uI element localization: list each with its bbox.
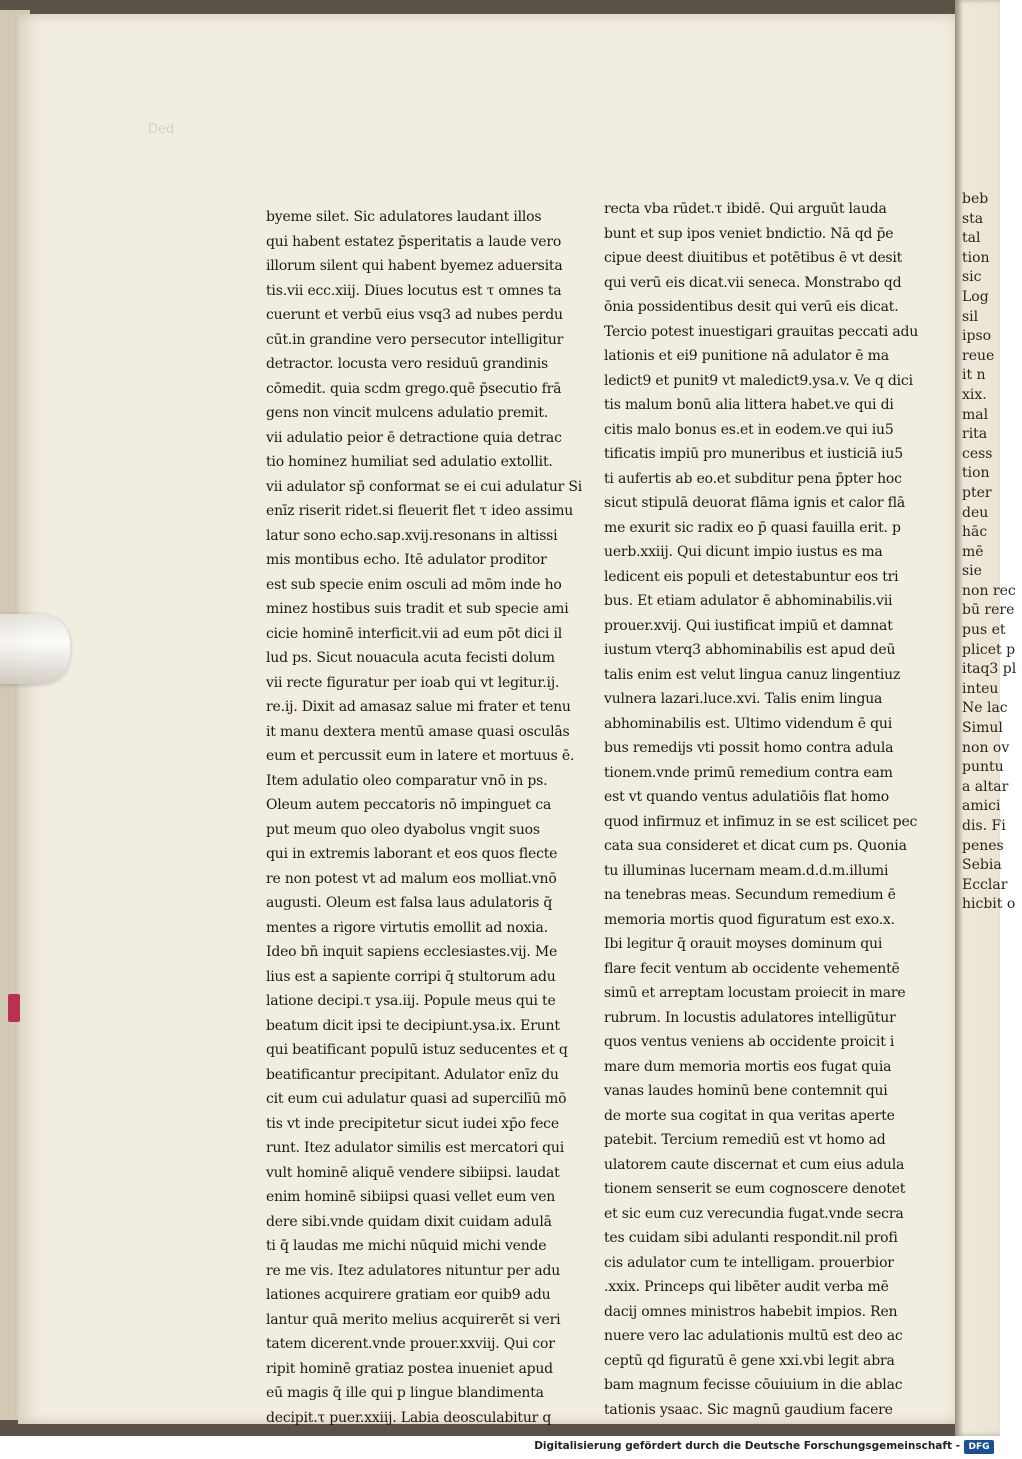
text-line: tion	[962, 249, 990, 266]
text-line: sicut stipulā deuorat flāma ignis et calor flā	[604, 495, 905, 511]
text-line: vii recte figuratur per ioab qui vt legitur.ij.	[266, 674, 560, 691]
text-line: recta vba rūdet.τ ibidē. Qui arguūt lauda	[604, 201, 887, 217]
text-line: tationis ysaac. Sic magnū gaudium facere	[604, 1401, 893, 1418]
text-line: prouer.xvij. Qui iustificat impiū et damnat	[604, 617, 893, 634]
text-line: tionem.vnde primū remedium contra eam	[604, 764, 893, 781]
margin-pencil-note: Ded	[148, 122, 175, 137]
text-line: plicet p	[962, 641, 1016, 658]
text-line: reue	[962, 347, 995, 364]
text-line: eum et percussit eum in latere et mortuus ē.	[266, 748, 575, 764]
text-line: bunt et sup ipos veniet bndictio. Nā qd p̄e	[604, 225, 894, 242]
text-line: vanas laudes hominū bene contemnit qui	[604, 1083, 888, 1099]
text-line: rita	[962, 426, 988, 443]
facing-page-fragment	[955, 0, 1017, 1436]
text-line: a altar	[962, 778, 1009, 795]
text-line: flare fecit ventum ab occidente vehementē	[604, 960, 900, 977]
text-line: ipso	[962, 328, 992, 345]
text-line: qui in extremis laborant et eos quos flecte	[266, 846, 558, 862]
text-line: Log	[962, 288, 989, 305]
dfg-logo-icon: DFG	[964, 1440, 994, 1454]
text-line: beb	[962, 191, 989, 207]
text-line: beatum dicit ipsi te decipiunt.ysa.ix. Erunt	[266, 1017, 560, 1034]
text-line: sta	[962, 210, 984, 227]
text-line: dis. Fi	[962, 818, 1006, 834]
text-line: hāc	[962, 524, 988, 541]
text-line: lud ps. Sicut nouacula acuta fecisti dolum	[266, 650, 555, 666]
text-line: decipit.τ puer.xxiij. Labia deosculabitur q	[266, 1409, 552, 1426]
text-line: tificatis impiū pro muneribus et iusticiā iu5	[604, 446, 903, 462]
page-clip-icon	[0, 614, 70, 684]
text-line: ōnia possidentibus desit qui verū eis dicat.	[604, 299, 899, 315]
text-line: Sebia	[962, 857, 1002, 874]
text-line: it n	[962, 367, 986, 384]
text-line: bū rere	[962, 602, 1015, 619]
text-line: ripit hominē gratiaz postea inueniet apud	[266, 1360, 553, 1377]
text-line: non rec	[962, 582, 1016, 599]
text-line: est vt quando ventus adulatiōis flat homo	[604, 789, 890, 805]
footer-bar	[0, 1436, 1000, 1459]
text-line: tion	[962, 465, 990, 482]
text-line: quos ventus veniens ab occidente proicit i	[604, 1034, 895, 1050]
text-line: Ibi legitur q̄ orauit moyses dominum qui	[604, 936, 883, 952]
text-line: pus et	[962, 622, 1006, 639]
text-line: tu illuminas lucernam meam.d.d.m.illumi	[604, 862, 889, 879]
text-line: itaq3 pl	[962, 661, 1017, 678]
text-line: it manu dextera mentū amase quasi osculās	[266, 723, 570, 740]
text-line: uerb.xxiij. Qui dicunt impio iustus es ma	[604, 544, 883, 560]
text-line: patebit. Tercium remediū est vt homo ad	[604, 1132, 886, 1148]
text-line: dacij omnes ministros habebit impios. Ren	[604, 1303, 898, 1320]
text-line: Ecclar	[962, 876, 1008, 893]
text-line: mare dum memoria mortis eos fugat quia	[604, 1058, 892, 1075]
text-line: eū magis q̄ ille qui p lingue blandimenta	[266, 1385, 544, 1401]
text-line: vult hominē aliquē vendere sibiipsi. laudat	[266, 1164, 560, 1181]
text-line: .xxix. Princeps qui libēter audit verba mē	[604, 1279, 889, 1295]
text-line: inteu	[962, 680, 999, 697]
text-line: est sub specie enim osculi ad mōm inde ho	[266, 576, 562, 593]
text-line: puntu	[962, 759, 1004, 776]
text-line: cess	[962, 445, 993, 462]
text-line: cūt.in grandine vero persecutor intelligitur	[266, 331, 564, 348]
text-line: re me vis. Itez adulatores nituntur per adu	[266, 1262, 561, 1279]
text-line: tis vt inde precipitetur sicut iudei xp̄o fece	[266, 1115, 559, 1132]
text-line: tis.vii ecc.xiij. Diues locutus est τ omnes ta	[266, 282, 562, 299]
text-line: ledict9 et punit9 vt maledict9.ysa.v. Ve q dici	[604, 372, 913, 389]
text-line: bam magnum fecisse cōuiuium in die ablac	[604, 1377, 903, 1393]
text-line: cuerunt et verbū eius vsq3 ad nubes perdu	[266, 307, 563, 323]
text-line: enim hominē sibiipsi quasi vellet eum ven	[266, 1189, 556, 1205]
text-line: byeme silet. Sic adulatores laudant illos	[266, 209, 542, 225]
text-line: hicbit o	[962, 896, 1016, 913]
text-line: beatificantur precipitant. Adulator enīz du	[266, 1066, 559, 1083]
text-line: illorum silent qui habent byemez aduersita	[266, 258, 563, 274]
text-line: mal	[962, 406, 989, 423]
text-line: lantur quā merito melius acquirerēt si veri	[266, 1311, 561, 1328]
text-line: na tenebras meas. Secundum remedium ē	[604, 887, 896, 903]
text-line: ceptū qd figuratū ē gene xxi.vbi legit abra	[604, 1352, 895, 1369]
text-line: tatem dicerent.vnde prouer.xxviij. Qui cor	[266, 1336, 555, 1352]
text-line: talis enim est velut lingua canuz lingentiuz	[604, 666, 901, 683]
text-line: memoria mortis quod figuratum est exo.x.	[604, 911, 895, 928]
facing-page-text	[962, 190, 1022, 915]
text-line: tio hominez humiliat sed adulatio extollit.	[266, 454, 553, 470]
text-line: non ov	[962, 739, 1010, 756]
text-line: latur sono echo.sap.xvij.resonans in altissi	[266, 527, 558, 544]
text-line: qui habent estatez p̄speritatis a laude vero	[266, 233, 562, 250]
text-line: qui verū eis dicat.vii seneca. Monstrabo qd	[604, 274, 902, 291]
text-line: bus remedijs vti possit homo contra adula	[604, 740, 894, 756]
text-line: nuere vero lac adulationis multū est deo ac	[604, 1328, 903, 1344]
text-line: cis adulator cum te intelligam. prouerbior	[604, 1254, 894, 1271]
text-line: Item adulatio oleo comparatur vnō in ps.	[266, 772, 548, 789]
text-line: mis montibus echo. Itē adulator proditor	[266, 552, 547, 568]
text-line: qui beatificant populū istuz seducentes et q	[266, 1042, 568, 1058]
text-line: vii adulatio peior ē detractione quia detrac	[266, 429, 562, 446]
text-line: bus. Et etiam adulator ē abhominabilis.vii	[604, 593, 893, 609]
text-line: cōmedit. quia scdm grego.quē p̄secutio frā	[266, 380, 562, 397]
text-line: mentes a rigore virtutis emollit ad noxia.	[266, 919, 548, 936]
text-line: tionem senserit se eum cognoscere denotet	[604, 1181, 906, 1197]
text-column-left	[266, 205, 586, 1430]
text-line: xix.	[962, 386, 987, 403]
text-line: lationes acquirere gratiam eor quib9 adu	[266, 1287, 551, 1303]
text-line: quod infirmuz et infimuz in se est scilicet pec	[604, 813, 918, 830]
text-line: runt. Itez adulator similis est mercatori qui	[266, 1140, 564, 1156]
text-line: de morte sua cogitat in qua veritas aperte	[604, 1107, 895, 1124]
text-line: tal	[962, 230, 981, 247]
text-line: Simul	[962, 720, 1003, 737]
text-line: Tercio potest inuestigari grauitas peccati adu	[604, 323, 919, 340]
text-line: tis malum bonū alia littera habet.ve qui di	[604, 397, 894, 413]
text-line: gens non vincit mulcens adulatio premit.	[266, 405, 549, 421]
text-line: me exurit sic radix eo p̄ quasi fauilla erit. p	[604, 519, 901, 536]
text-line: latione decipi.τ ysa.iij. Popule meus qui te	[266, 993, 556, 1009]
text-line: dere sibi.vnde quidam dixit cuidam adulā	[266, 1213, 552, 1230]
text-line: simū et arreptam locustam proiecit in mare	[604, 985, 906, 1001]
text-line: abhominabilis est. Ultimo videndum ē qui	[604, 715, 892, 732]
text-line: enīz riserit ridet.si fleuerit flet τ ideo assimu	[266, 503, 574, 519]
text-line: iustum vterq3 abhominabilis est apud deū	[604, 642, 896, 658]
text-line: re.ij. Dixit ad amasaz salue mi frater et tenu	[266, 699, 571, 715]
text-line: put meum quo oleo dyabolus vngit suos	[266, 821, 540, 838]
text-line: ti aufertis ab eo.et subditur pena p̄pter hoc	[604, 470, 902, 487]
text-line: minez hostibus suis tradit et sub specie ami	[266, 601, 569, 617]
text-line: re non potest vt ad malum eos molliat.vnō	[266, 870, 557, 887]
text-line: cicie hominē interficit.vii ad eum pōt dici il	[266, 625, 563, 642]
text-line: lationis et ei9 punitione nā adulator ē ma	[604, 348, 889, 364]
text-column-right	[604, 197, 924, 1422]
text-line: mē	[962, 543, 984, 560]
bookmark-tab-icon	[8, 994, 20, 1022]
text-line: ulatorem caute discernat et cum eius adula	[604, 1156, 905, 1173]
text-line: pter	[962, 484, 992, 501]
text-line: vii adulator sp̄ conformat se ei cui adulatur Si	[266, 478, 583, 495]
text-line: sil	[962, 308, 979, 325]
text-line: augusti. Oleum est falsa laus adulatoris q̄	[266, 895, 553, 911]
footer-credit: Digitalisierung gefördert durch die Deutsche Forschungsgemeinschaft -	[534, 1440, 960, 1452]
text-line: deu	[962, 504, 989, 521]
text-line: penes	[962, 837, 1004, 854]
text-line: Oleum autem peccatoris nō impinguet ca	[266, 797, 552, 813]
text-line: tes cuidam sibi adulanti respondit.nil profi	[604, 1230, 898, 1246]
text-line: sie	[962, 563, 982, 580]
text-line: sic	[962, 269, 982, 286]
text-line: vulnera lazari.luce.xvi. Talis enim lingua	[604, 691, 883, 707]
text-line: lius est a sapiente corripi q̄ stultorum adu	[266, 968, 556, 985]
text-line: detractor. locusta vero residuū grandinis	[266, 356, 549, 372]
text-line: ledicent eis populi et detestabuntur eos tri	[604, 568, 899, 585]
text-line: rubrum. In locustis adulatores intelligūtur	[604, 1009, 896, 1026]
text-line: ti q̄ laudas me michi nūquid michi vende	[266, 1238, 547, 1254]
text-line: citis malo bonus es.et in eodem.ve qui iu5	[604, 421, 894, 438]
text-line: cata sua consideret et dicat cum ps. Quonia	[604, 838, 907, 854]
text-line: et sic eum cuz verecundia fugat.vnde secra	[604, 1205, 904, 1222]
text-line: cit eum cui adulatur quasi ad supercilīū mō	[266, 1091, 567, 1107]
text-line: Ideo bn̄ inquit sapiens ecclesiastes.vij. Me	[266, 944, 558, 960]
text-line: Ne lac	[962, 700, 1008, 717]
text-line: cipue deest diuitibus et potētibus ē vt desit	[604, 250, 903, 266]
text-line: amici	[962, 798, 1001, 815]
